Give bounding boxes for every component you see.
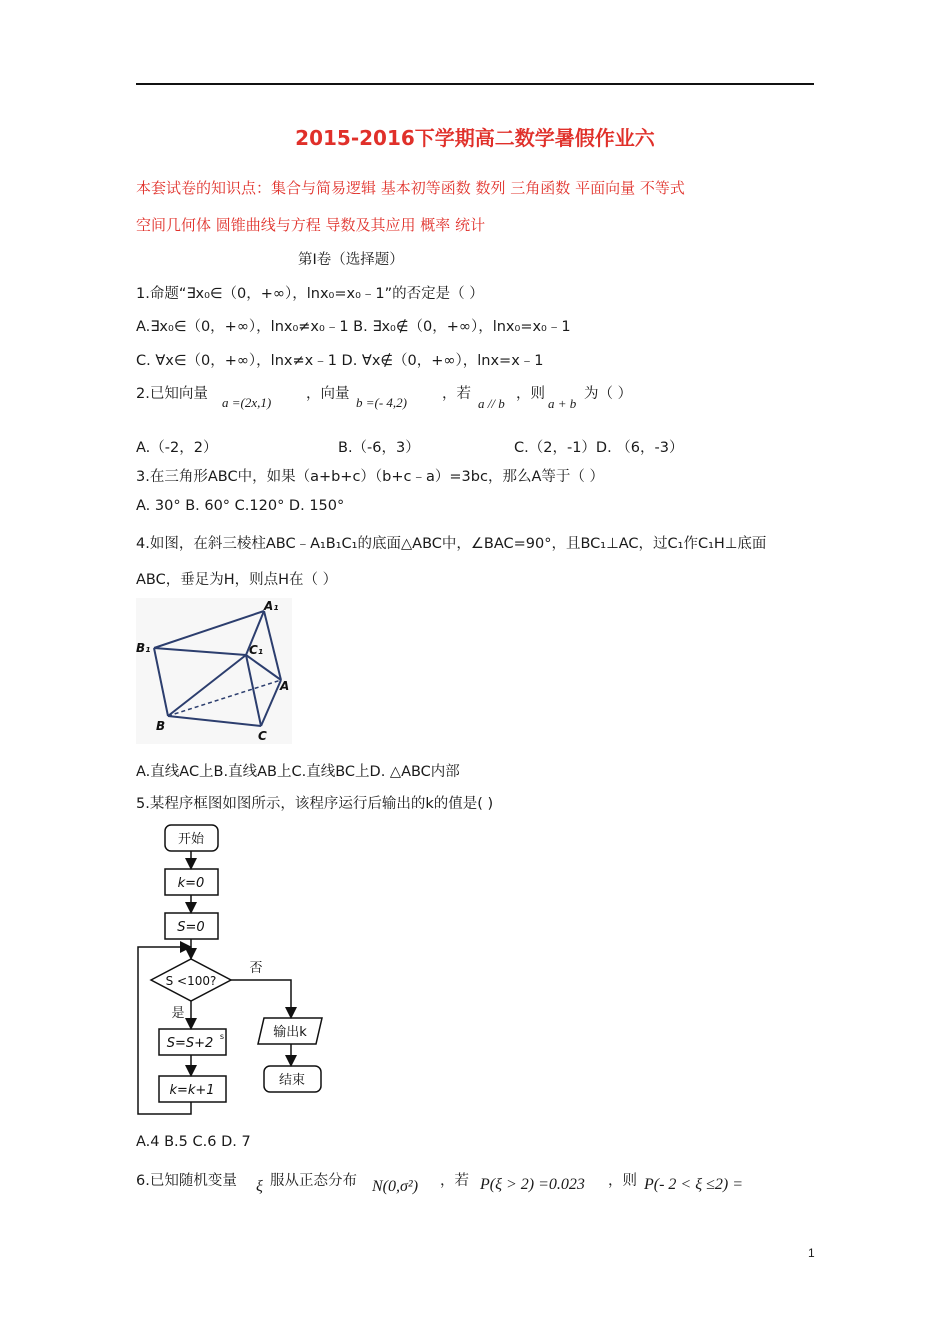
q6-stem-part2: 服从正态分布 [270,1173,357,1189]
flow-update-s-exponent: s [219,1032,225,1041]
q5-options: A.4 B.5 C.6 D. 7 [136,1134,251,1150]
top-rule [136,83,814,85]
q2-stem-part1: 2.已知向量 [136,386,208,402]
flow-init-k-text: k=0 [177,876,205,891]
q6-probability-asked: P(- 2 < ξ ≤2) = [644,1176,743,1193]
q1-stem: 1.命题“∃x₀∈（0，+∞），lnx₀=x₀﹣1”的否定是（ ） [136,286,484,302]
label-b: B [156,719,166,733]
flow-condition-text: S <100? [165,974,217,988]
flow-start-text: 开始 [177,832,205,847]
q2-option-b: B.（-6，3） [338,440,420,456]
q3-stem: 3.在三角形ABC中，如果（a+b+c）（b+c﹣a）=3bc，那么A等于（ ） [136,469,604,485]
flow-update-k-text: k=k+1 [169,1083,215,1098]
q6-normal-distribution: N(0,σ²) [372,1178,419,1195]
q6-stem-part4: ，则 [608,1173,637,1189]
q2-stem-part5: 为（ ） [584,386,633,402]
label-c1: C₁ [249,643,264,657]
q2-vector-b: b =(- 4,2) [356,395,408,410]
flow-init-s-text: S=0 [177,920,205,935]
page-number: 1 [808,1246,815,1260]
flowchart [136,820,336,1120]
q6-stem-part1: 6.已知随机变量 [136,1173,237,1189]
prism-figure [136,598,292,744]
label-a1: A₁ [264,599,279,613]
q4-stem-line2: ABC，垂足为H，则点H在（ ） [136,572,338,588]
knowledge-points-line1: 本套试卷的知识点：集合与简易逻辑 基本初等函数 数列 三角函数 平面向量 不等式 [136,179,685,197]
q1-options-cd: C. ∀x∈（0，+∞），lnx≠x﹣1 D. ∀x∉（0，+∞），lnx=x﹣1 [136,353,544,369]
flow-no-label: 否 [249,961,263,976]
q2-options-cd: C.（2，-1）D. （6，-3） [514,440,684,456]
q2-stem-part4: ，则 [516,386,545,402]
q6-xi-symbol: ξ [256,1178,263,1195]
page-title: 2015-2016下学期高二数学暑假作业六 [295,126,655,150]
q6-probability-given: P(ξ > 2) =0.023 [480,1176,585,1193]
section-heading: 第Ⅰ卷（选择题） [298,252,404,268]
knowledge-points-line2: 空间几何体 圆锥曲线与方程 导数及其应用 概率 统计 [136,216,486,234]
q6-stem-part3: ，若 [440,1173,469,1189]
flow-arrow-no [231,980,291,1016]
flow-end-text: 结束 [278,1073,306,1088]
flow-yes-label: 是 [171,1006,185,1021]
q2-stem-part3: ，若 [442,386,471,402]
flow-update-s-text: S=S+2 [166,1036,214,1051]
q2-vector-a: a =(2x,1) [222,395,272,410]
label-a: A [280,679,290,693]
q1-options-ab: A.∃x₀∈（0，+∞），lnx₀≠x₀﹣1 B. ∃x₀∉（0，+∞），lnx₀=x₀﹣1 [136,319,571,335]
label-c: C [258,729,267,743]
q3-options: A. 30° B. 60° C.120° D. 150° [136,498,345,514]
q5-stem: 5.某程序框图如图所示，该程序运行后输出的k的值是( ) [136,796,494,812]
q2-parallel-condition: a // b [478,396,505,411]
q2-stem-part2: ，向量 [306,386,350,402]
q4-options: A.直线AC上B.直线AB上C.直线BC上D. △ABC内部 [136,764,460,780]
q2-sum-expression: a + b [548,396,577,411]
q4-stem-line1: 4.如图，在斜三棱柱ABC﹣A₁B₁C₁的底面△ABC中，∠BAC=90°，且BC₁⊥AC，过C₁作C₁H⊥底面 [136,536,767,552]
label-b1: B₁ [136,641,151,655]
flow-output-text: 输出k [273,1025,307,1040]
q2-option-a: A.（-2，2） [136,440,218,456]
